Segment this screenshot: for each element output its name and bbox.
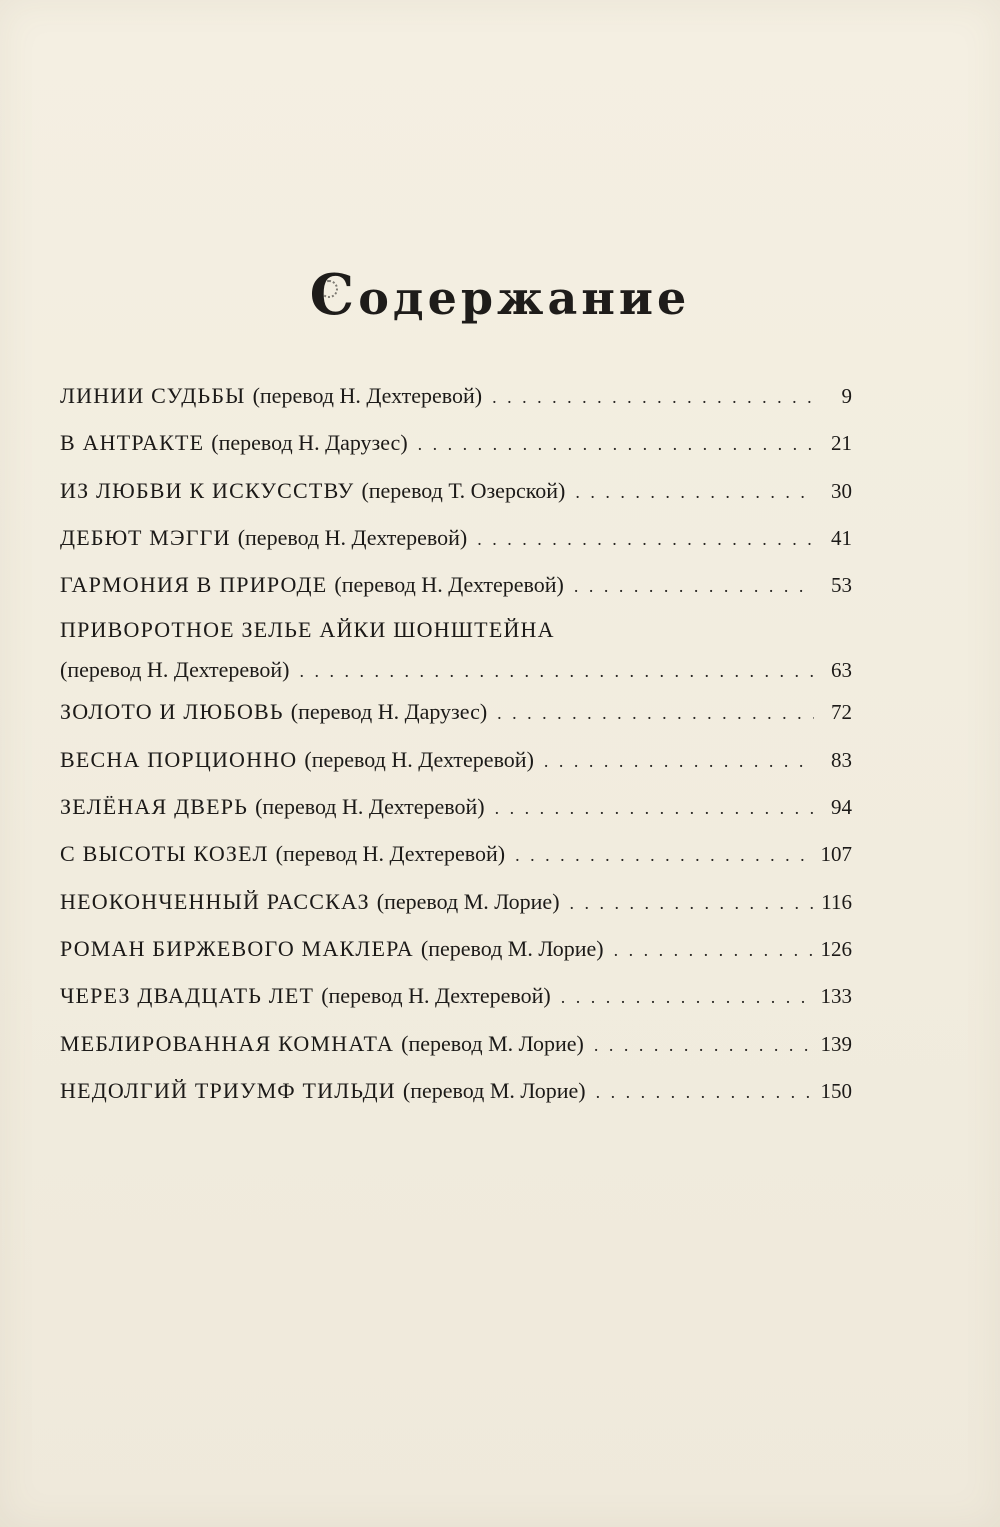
page-number: 83 [831, 747, 852, 772]
story-title: НЕОКОНЧЕННЫЙ РАССКАЗ [60, 888, 370, 914]
translator: (перевод Н. Дехтеревой) [255, 794, 485, 820]
story-title: РОМАН БИРЖЕВОГО МАКЛЕРА [60, 935, 414, 961]
story-title: ПРИВОРОТНОЕ ЗЕЛЬЕ АЙКИ ШОНШТЕЙНА [60, 617, 555, 643]
page-number: 94 [831, 795, 852, 820]
dot-leader [492, 374, 814, 421]
story-title: ЗЕЛЁНАЯ ДВЕРЬ [60, 794, 249, 820]
toc-entry [60, 783, 852, 830]
decorative-initial: С [309, 262, 359, 328]
translator: (перевод М. Лорие) [402, 1077, 586, 1103]
story-title: МЕБЛИРОВАННАЯ КОМНАТА [60, 1030, 395, 1056]
dot-leader [477, 516, 814, 563]
story-title: ДЕБЮТ МЭГГИ [60, 524, 231, 550]
story-title: С ВЫСОТЫ КОЗЕЛ [60, 841, 269, 867]
story-title: ЧЕРЕЗ ДВАДЦАТЬ ЛЕТ [60, 983, 315, 1009]
toc-entry [60, 608, 852, 688]
toc-entry [60, 467, 852, 514]
page-number: 116 [821, 889, 852, 914]
toc-entry [60, 1067, 852, 1114]
toc-entry [60, 561, 852, 608]
toc-entry [60, 972, 852, 1019]
page-number: 21 [831, 431, 852, 456]
page-number: 9 [841, 384, 852, 408]
story-title: ВЕСНА ПОРЦИОННО [60, 746, 298, 772]
page-number: 72 [831, 700, 852, 725]
translator: (перевод М. Лорие) [420, 935, 604, 961]
toc-entry [60, 925, 852, 972]
translator: (перевод М. Лорие) [401, 1030, 584, 1056]
page-number: 133 [820, 984, 852, 1009]
toc-entry [60, 688, 852, 735]
translator: (перевод Н. Дехтеревой) [252, 383, 483, 408]
translator: (перевод Н. Дехтеревой) [321, 983, 551, 1009]
story-title: НЕДОЛГИЙ ТРИУМФ ТИЛЬДИ [60, 1077, 396, 1103]
toc-entry [60, 372, 852, 419]
dot-leader [544, 738, 814, 785]
table-of-contents [60, 372, 852, 1114]
translator: (перевод М. Лорие) [376, 888, 560, 914]
page-number: 150 [820, 1078, 852, 1103]
page-number: 63 [831, 658, 852, 683]
dot-leader [300, 653, 815, 689]
dot-leader [575, 469, 814, 516]
story-title: ИЗ ЛЮБВИ К ИСКУССТВУ [60, 477, 355, 503]
dot-leader [570, 880, 814, 927]
story-title: ЛИНИИ СУДЬБЫ [60, 383, 246, 408]
dot-leader [614, 927, 813, 974]
translator: (перевод Н. Дехтеревой) [304, 746, 534, 772]
dot-leader [594, 1022, 813, 1069]
translator: (перевод Н. Дехтеревой) [237, 524, 468, 550]
dot-leader [515, 832, 812, 879]
dot-leader [574, 563, 814, 610]
toc-entry [60, 419, 852, 466]
story-title: В АНТРАКТЕ [60, 430, 205, 456]
page-number: 41 [831, 525, 852, 550]
translator: (перевод Н. Дарузес) [211, 430, 408, 456]
toc-entry [60, 830, 852, 877]
translator: (перевод Н. Дехтеревой) [334, 572, 564, 598]
dot-leader [418, 421, 814, 468]
translator: (перевод Н. Дехтеревой) [60, 657, 290, 683]
story-title: ЗОЛОТО И ЛЮБОВЬ [60, 699, 284, 725]
page-number: 30 [831, 478, 852, 503]
dot-leader [561, 974, 813, 1021]
toc-entry [60, 514, 852, 561]
toc-entry [60, 736, 852, 783]
page-title-rest: одержание [358, 271, 691, 325]
page-number: 107 [820, 842, 852, 867]
toc-entry [60, 878, 852, 925]
dot-leader [497, 690, 814, 737]
translator: (перевод Т. Озерской) [361, 477, 566, 503]
page-title [0, 262, 1000, 328]
translator: (перевод Н. Дехтеревой) [275, 841, 506, 867]
dot-leader [495, 785, 814, 832]
page-number: 139 [820, 1031, 852, 1056]
translator: (перевод Н. Дарузес) [290, 699, 488, 725]
page-number: 126 [820, 936, 852, 961]
story-title: ГАРМОНИЯ В ПРИРОДЕ [60, 572, 328, 598]
page-number: 53 [831, 573, 852, 598]
toc-entry [60, 1020, 852, 1067]
dot-leader [596, 1069, 813, 1116]
